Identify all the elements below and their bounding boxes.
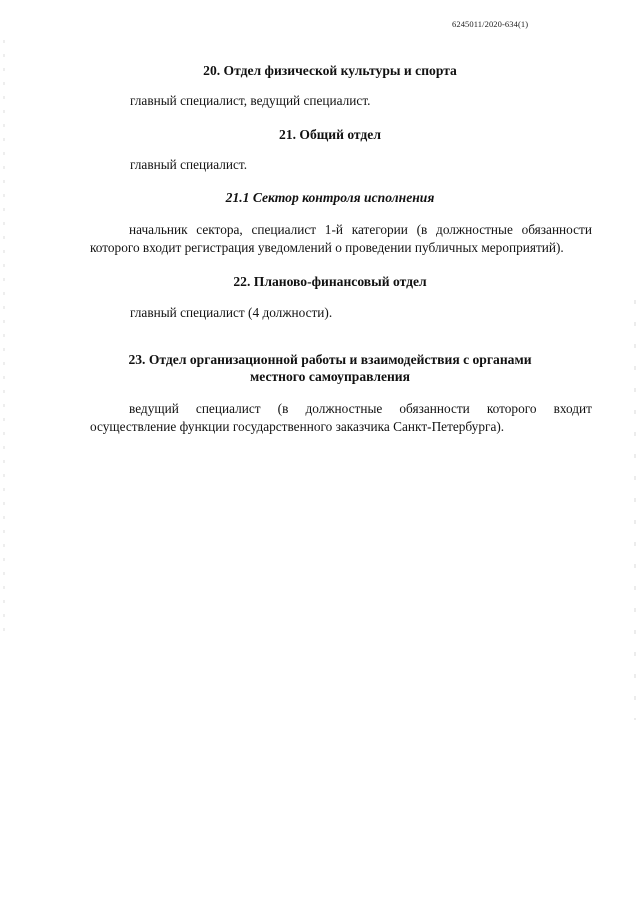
section-21-heading: 21. Общий отдел (279, 127, 381, 142)
section-21-1-text: начальник сектора, специалист 1-й категории (в должностные обязанности которого входит регистрация уведомлений о проведении публичных мероприятий). (90, 222, 592, 255)
section-20-text: главный специалист, ведущий специалист. (130, 93, 371, 108)
scan-edge-left (3, 40, 5, 640)
section-21-text: главный специалист. (130, 157, 248, 172)
section-23-heading-line1: 23. Отдел организационной работы и взаимодействия с органами (128, 352, 532, 367)
section-21-1-heading: 21.1 Сектор контроля исполнения (225, 190, 435, 205)
scan-edge-right (634, 300, 636, 720)
section-23-text: ведущий специалист (в должностные обязанности которого входит осуществление функции государственного заказчика Санкт-Петербурга). (90, 401, 592, 434)
section-23-heading-line2: местного самоуправления (249, 369, 410, 384)
section-20-heading: 20. Отдел физической культуры и спорта (203, 63, 457, 78)
section-22-text: главный специалист (4 должности). (130, 305, 333, 320)
section-22-heading: 22. Планово-финансовый отдел (233, 274, 427, 289)
document-id: 6245011/2020-634(1) (452, 19, 529, 29)
